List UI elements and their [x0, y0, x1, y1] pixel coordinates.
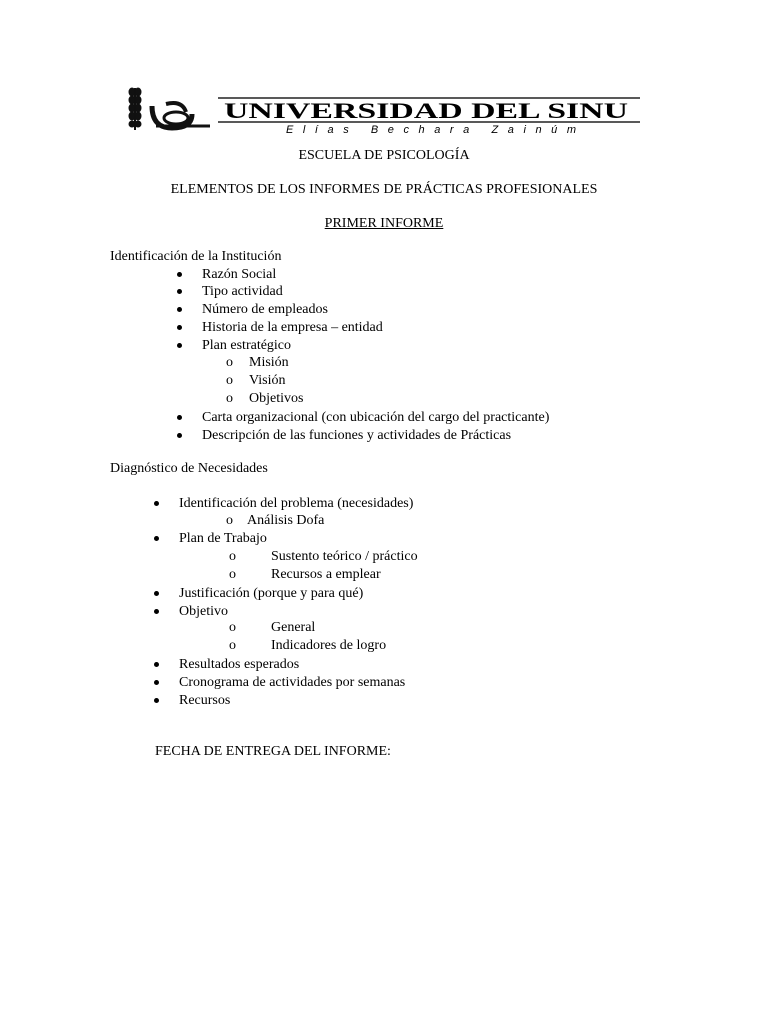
sub-marker: o — [229, 638, 236, 653]
list-item: Cronograma de actividades por semanas — [179, 675, 406, 690]
list-item: Historia de la empresa – entidad — [202, 320, 383, 335]
section-heading-identificacion: Identificación de la Institución — [110, 249, 282, 264]
sub-marker: o — [229, 620, 236, 635]
sub-marker: o — [226, 355, 233, 370]
sub-marker: o — [226, 391, 233, 406]
sub-list-item: Visión — [249, 373, 286, 388]
sub-list-item: Análisis Dofa — [247, 513, 325, 528]
list-item: Descripción de las funciones y actividades de Prácticas — [202, 428, 512, 443]
sub-list-item: Objetivos — [249, 391, 304, 406]
sub-list-item: Indicadores de logro — [271, 638, 387, 653]
list-item: Identificación del problema (necesidades) — [179, 496, 414, 511]
sub-marker: o — [229, 549, 236, 564]
list-item: Objetivo — [179, 604, 228, 619]
logo-name: UNIVERSIDAD DEL SINU — [224, 98, 629, 123]
list-item: Resultados esperados — [179, 657, 300, 672]
list-item: Justificación (porque y para qué) — [179, 586, 364, 601]
list-item: Plan estratégico — [202, 338, 292, 353]
sub-marker: o — [226, 373, 233, 388]
sub-list-item: General — [271, 620, 316, 635]
list-item: Plan de Trabajo — [179, 531, 267, 546]
report-subtitle: PRIMER INFORME — [324, 216, 444, 231]
sub-marker: o — [229, 567, 236, 582]
sub-list-item: Sustento teórico / práctico — [271, 549, 418, 564]
monogram-icon — [152, 103, 210, 128]
list-item: Carta organizacional (con ubicación del cargo del practicante) — [202, 410, 550, 425]
wheat-icon — [129, 88, 141, 130]
school-heading: ESCUELA DE PSICOLOGÍA — [298, 148, 470, 163]
delivery-date-label: FECHA DE ENTREGA DEL INFORME: — [155, 744, 391, 759]
list-item: Número de empleados — [202, 302, 328, 317]
university-logo — [126, 84, 640, 134]
list-item: Tipo actividad — [202, 284, 283, 299]
sub-marker: o — [226, 513, 233, 528]
list-item: Razón Social — [202, 267, 277, 282]
logo-graphic — [126, 84, 640, 134]
list-item: Recursos — [179, 693, 231, 708]
section-heading-diagnostico: Diagnóstico de Necesidades — [110, 461, 268, 476]
sub-list-item: Recursos a emplear — [271, 567, 381, 582]
document-title: ELEMENTOS DE LOS INFORMES DE PRÁCTICAS PROFESIONALES — [170, 182, 598, 197]
logo-subtitle: Elías Bechara Zainúm — [286, 124, 576, 134]
sub-list-item: Misión — [249, 355, 289, 370]
